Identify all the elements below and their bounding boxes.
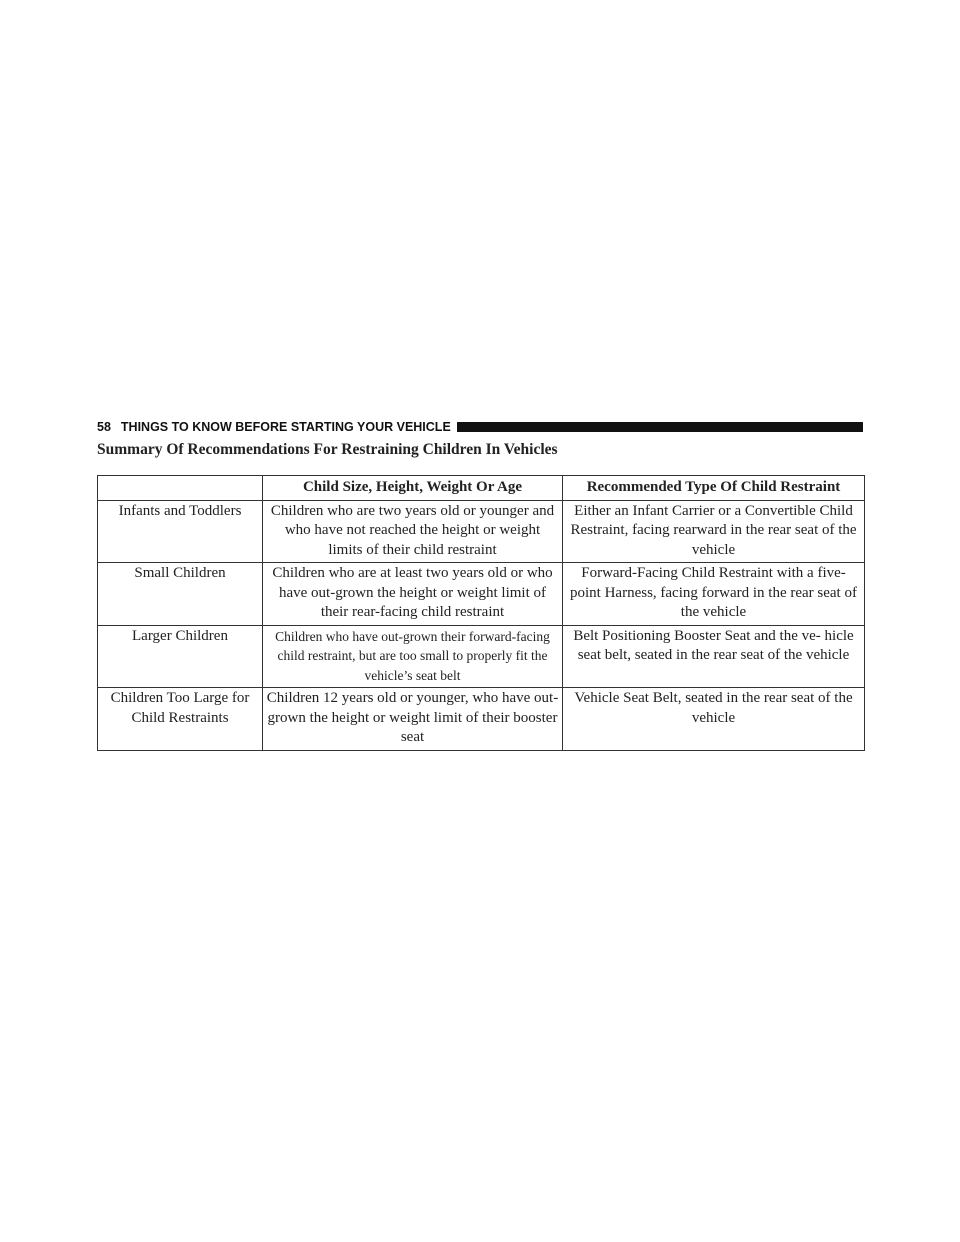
table-row (98, 688, 865, 751)
column-header-size: Child Size, Height, Weight Or Age (263, 476, 563, 501)
column-header-restraint: Recommended Type Of Child Restraint (563, 476, 865, 501)
table-header-row (98, 476, 865, 501)
table-row (98, 625, 865, 688)
row-category: Small Children (98, 563, 263, 626)
column-header-category (98, 476, 263, 501)
row-size: Children who are at least two years old or who have out-grown the height or weight limit of their rear-facing child restraint (263, 563, 563, 626)
row-restraint: Vehicle Seat Belt, seated in the rear seat of the vehicle (563, 688, 865, 751)
row-category: Infants and Toddlers (98, 500, 263, 563)
row-restraint: Either an Infant Carrier or a Convertible Child Restraint, facing rearward in the rear seat of the vehicle (563, 500, 865, 563)
table-row (98, 563, 865, 626)
recommendations-table (97, 475, 865, 751)
section-title: THINGS TO KNOW BEFORE STARTING YOUR VEHICLE (120, 420, 451, 434)
row-category: Children Too Large for Child Restraints (98, 688, 263, 751)
row-size: Children who are two years old or younger and who have not reached the height or weight limits of their child restraint (263, 500, 563, 563)
table-row (98, 500, 865, 563)
row-restraint: Belt Positioning Booster Seat and the ve- hicle seat belt, seated in the rear seat of the vehicle (563, 625, 865, 688)
table-title: Summary Of Recommendations For Restraining Children In Vehicles (97, 441, 558, 458)
row-size: Children who have out-grown their forward-facing child restraint, but are too small to properly fit the vehicle’s seat belt (263, 625, 563, 688)
row-category: Larger Children (98, 625, 263, 688)
row-restraint: Forward-Facing Child Restraint with a five-point Harness, facing forward in the rear seat of the vehicle (563, 563, 865, 626)
row-size: Children 12 years old or younger, who have out-grown the height or weight limit of their booster seat (263, 688, 563, 751)
page-number: 58 (97, 420, 111, 434)
header-rule (457, 422, 863, 432)
page-header (97, 418, 863, 436)
